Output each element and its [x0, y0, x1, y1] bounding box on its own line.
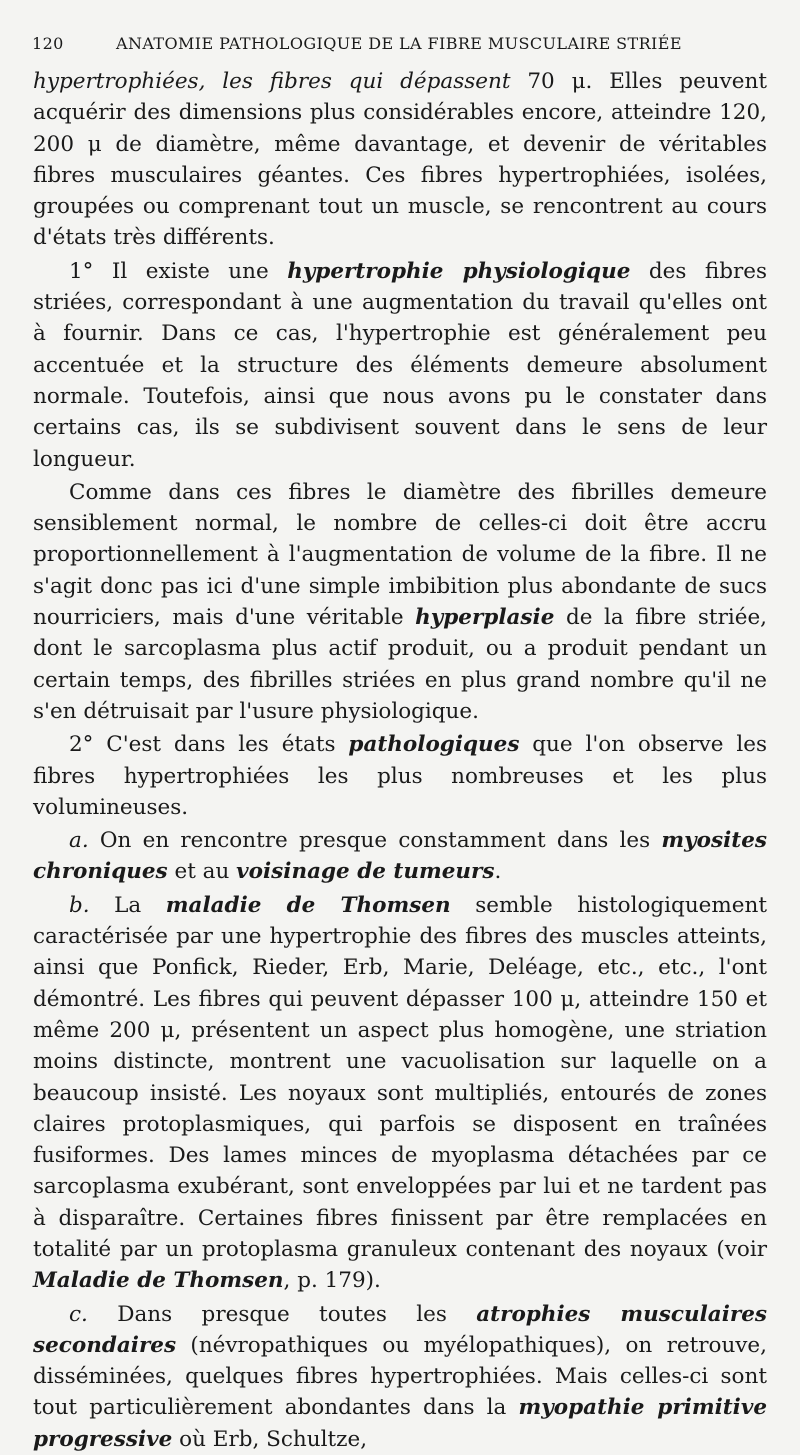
list-marker: c.: [69, 1301, 88, 1327]
emphasis-term: maladie de Thomsen: [165, 892, 451, 918]
text-run: où Erb, Schultze,: [172, 1426, 368, 1452]
emphasis-term: myopathie primitive progressive: [33, 1395, 768, 1452]
emphasis-term: voisinage de tumeurs: [236, 859, 495, 885]
list-marker: b.: [69, 892, 90, 918]
text-run: .: [494, 859, 502, 885]
body-text: [33, 66, 767, 1455]
text-run: et au: [167, 859, 237, 885]
text-run: de la fibre striée, dont le sarcoplasma plus actif produit, ou a produit pendant un certain temps, des fibrilles striées en plus grand nombre qu'il ne s'en détruisait par l'usure physiologique.: [33, 605, 768, 724]
paragraph: [33, 890, 767, 1297]
emphasis-term: pathologiques: [348, 732, 520, 758]
paragraph: [33, 66, 767, 254]
emphasis-term: atrophies musculaires secondaires: [33, 1301, 767, 1358]
paragraph: [33, 1299, 767, 1455]
text-run: semble histologiquement caractérisée par une hypertrophie des fibres des muscles atteints, ainsi que Ponfick, Rieder, Erb, Marie, Deléage, etc., etc., l'ont démontré. Les fibres qui peuvent dépasser 100 μ, atteindre 150 et même 200 μ, présentent un aspect plus homogène, une striation moins distincte, montrent une vacuolisation sur laquelle on a beaucoup insisté. Les noyaux sont multipliés, entourés de zones claires protoplasmiques, qui parfois se disposent en traînées fusiformes. Des lames minces de myoplasma détachées par ce sarcoplasma exubérant, sont enveloppées par lui et ne tardent pas à disparaître. Certaines fibres finissent par être remplacées en totalité par un protoplasma granuleux contenant des noyaux (voir: [33, 892, 767, 1262]
text-run: 2° C'est dans les états: [69, 732, 349, 758]
text-run: On en rencontre presque constamment dans les: [88, 828, 662, 854]
text-run: 1° Il existe une: [69, 258, 288, 284]
italic-phrase: hypertrophiées, les fibres qui dépassent: [33, 69, 511, 94]
text-run: La: [89, 892, 166, 918]
text-run: Comme dans ces fibres le diamètre des fibrilles demeure sensiblement normal, le nombre de celles-ci doit être accru proportionnellement à l'augmentation de volume de la fibre. Il ne s'agit donc pas ici d'une simple imbibition plus abondante de sucs nourriciers, mais d'une véritable: [33, 479, 767, 631]
emphasis-term: hyperplasie: [415, 605, 555, 631]
text-run: 70 μ. Elles peuvent acquérir des dimensions plus considérables encore, atteindre 120, 200 μ de diamètre, même davantage, et devenir de véritables fibres musculaires géantes. Ces fibres hypertrophiées, isolées, groupées ou comprenant tout un muscle, se rencontrent au cours d'états très différents.: [33, 69, 767, 251]
text-run: des fibres striées, correspondant à une augmentation du travail qu'elles ont à fournir. Dans ce cas, l'hypertrophie est généralement peu accentuée et la structure des éléments demeure absolument normale. Toutefois, ainsi que nous avons pu le constater dans certains cas, ils se subdivisent souvent dans le sens de leur longueur.: [33, 258, 767, 472]
paragraph: [33, 256, 767, 475]
running-title: ANATOMIE PATHOLOGIQUE DE LA FIBRE MUSCULAIRE STRIÉE: [116, 34, 682, 53]
text-run: (névropathiques ou myélopathiques), on retrouve, disséminées, quelques fibres hypertrophiées. Mais celles-ci sont tout particulièrement abondantes dans la: [33, 1332, 767, 1421]
text-run: que l'on observe les fibres hypertrophiées les plus nombreuses et les plus volumineuses.: [33, 732, 767, 820]
page-number: 120: [32, 34, 64, 53]
paragraph: [33, 477, 767, 727]
page-header: [32, 34, 772, 58]
emphasis-term: hypertrophie physiologique: [287, 258, 631, 284]
emphasis-term: Maladie de Thomsen: [33, 1268, 284, 1294]
text-run: Dans presque toutes les: [87, 1301, 477, 1327]
paragraph: [33, 729, 767, 823]
text-run: , p. 179).: [283, 1268, 381, 1294]
emphasis-term: myosites chroniques: [33, 828, 767, 885]
list-marker: a.: [69, 828, 89, 854]
paragraph: [33, 825, 767, 888]
